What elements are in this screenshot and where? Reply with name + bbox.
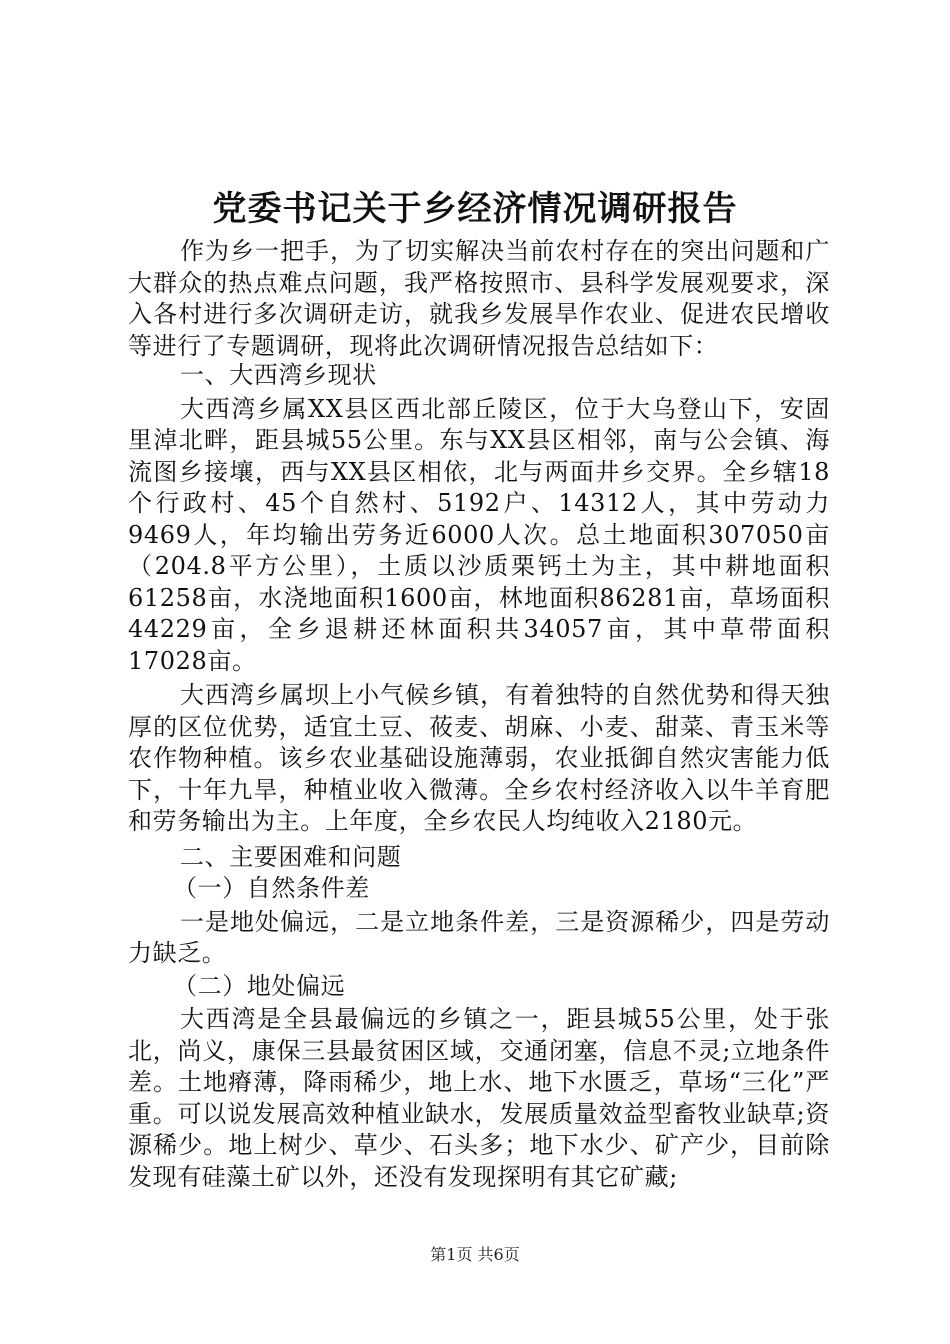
remote-location-paragraph: 大西湾是全县最偏远的乡镇之一，距县城55公里，处于张北，尚义，康保三县最贫困区域，交通闭塞，信息不灵;立地条件差。土地瘠薄，降雨稀少，地上水、地下水匮乏，草场“三化”严重。可以说发展高效种植业缺水，发展质量效益型畜牧业缺草;资源稀少。地上树少、草少、石头多；地下水少、矿产少，目前除发现有硅藻土矿以外，还没有发现探明有其它矿藏;: [128, 1005, 830, 1191]
page-footer: 第1页 共6页: [430, 1245, 520, 1264]
subheading-remote-location: （二）地处偏远: [173, 971, 346, 1000]
document-title: 党委书记关于乡经济情况调研报告: [212, 189, 738, 229]
subheading-natural-conditions: （一）自然条件差: [173, 874, 370, 902]
section-heading-problems: 二、主要困难和问题: [180, 842, 402, 871]
intro-paragraph: 作为乡一把手，为了切实解决当前农村存在的突出问题和广大群众的热点难点问题，我严格按照市、县科学发展观要求，深入各村进行多次调研走访，就我乡发展旱作农业、促进农民增收等进行了专题调研，现将此次调研情况报告总结如下：: [128, 237, 830, 360]
climate-paragraph: 大西湾乡属坝上小气候乡镇，有着独特的自然优势和得天独厚的区位优势，适宜土豆、莜麦、胡麻、小麦、甜菜、青玉米等农作物种植。该乡农业基础设施薄弱，农业抵御自然灾害能力低下，十年九旱，种植业收入微薄。全乡农村经济收入以牛羊育肥和劳务输出为主。上年度，全乡农民人均纯收入2180元。: [128, 681, 830, 835]
section-heading-current-status: 一、大西湾乡现状: [180, 361, 377, 389]
document-body: [128, 236, 830, 1193]
overview-paragraph: 大西湾乡属XX县区西北部丘陵区，位于大乌登山下，安固里淖北畔，距县城55公里。东与XX县区相邻，南与公会镇、海流图乡接壤，西与XX县区相依，北与两面井乡交界。全乡辖18个行政村、45个自然村、5192户、14312人，其中劳动力9469人，年均输出劳务近6000人次。总土地面积307050亩（204.8平方公里），土质以沙质栗钙土为主，其中耕地面积61258亩，水浇地面积1600亩，林地面积86281亩，草场面积44229亩，全乡退耕还林面积共34057亩，其中草带面积17028亩。: [128, 394, 830, 675]
natural-conditions-paragraph: 一是地处偏远，二是立地条件差，三是资源稀少，四是劳动力缺乏。: [128, 907, 830, 967]
